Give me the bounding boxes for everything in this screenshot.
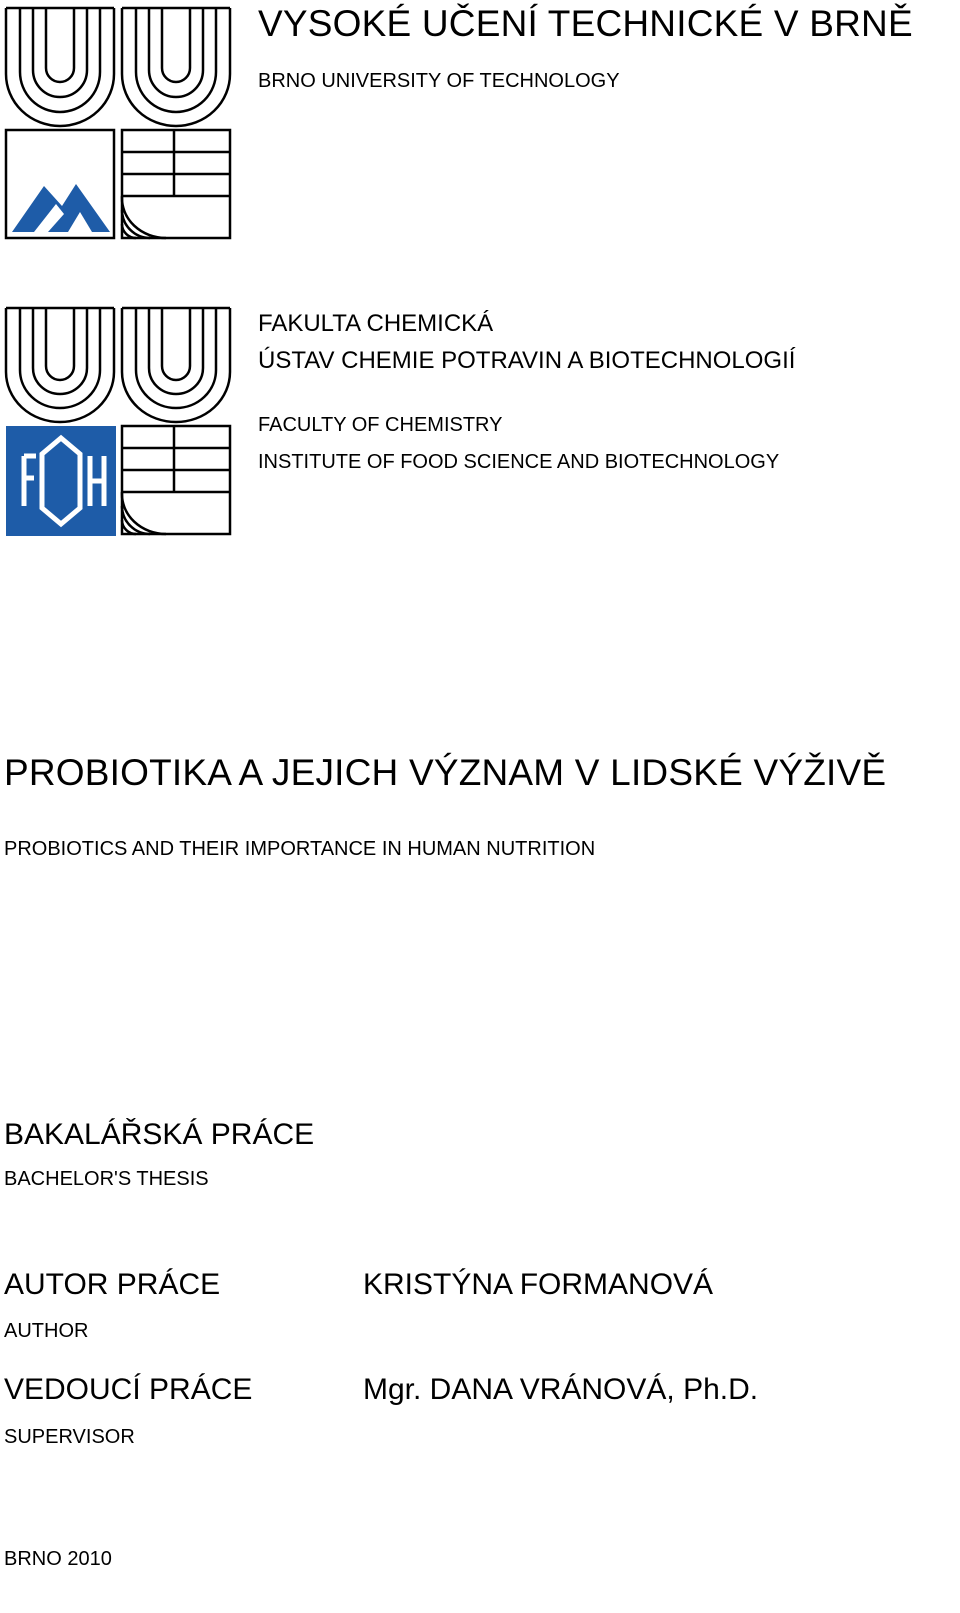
place-year: BRNO 2010 [4, 1548, 112, 1570]
university-name-cz: VYSOKÉ UČENÍ TECHNICKÉ V BRNĚ [258, 3, 913, 44]
faculty-name-en: FACULTY OF CHEMISTRY [258, 414, 503, 436]
institute-name-en: INSTITUTE OF FOOD SCIENCE AND BIOTECHNOLOGY [258, 451, 780, 473]
thesis-type-en: BACHELOR'S THESIS [4, 1168, 209, 1190]
university-logo-icon [4, 6, 234, 240]
university-name-en: BRNO UNIVERSITY OF TECHNOLOGY [258, 70, 620, 92]
author-label-cz: AUTOR PRÁCE [4, 1268, 221, 1301]
thesis-title-cz: PROBIOTIKA A JEJICH VÝZNAM V LIDSKÉ VÝŽIVĚ [4, 752, 887, 793]
author-name: KRISTÝNA FORMANOVÁ [363, 1268, 714, 1301]
supervisor-label-en: SUPERVISOR [4, 1426, 135, 1448]
institute-name-cz: ÚSTAV CHEMIE POTRAVIN A BIOTECHNOLOGIÍ [258, 347, 796, 374]
faculty-logo-icon [4, 306, 234, 538]
faculty-name-cz: FAKULTA CHEMICKÁ [258, 310, 494, 337]
thesis-title-en: PROBIOTICS AND THEIR IMPORTANCE IN HUMAN NUTRITION [4, 838, 596, 860]
supervisor-name: Mgr. DANA VRÁNOVÁ, Ph.D. [363, 1373, 759, 1406]
thesis-type-cz: BAKALÁŘSKÁ PRÁCE [4, 1118, 315, 1151]
author-label-en: AUTHOR [4, 1320, 89, 1342]
supervisor-label-cz: VEDOUCÍ PRÁCE [4, 1373, 253, 1406]
